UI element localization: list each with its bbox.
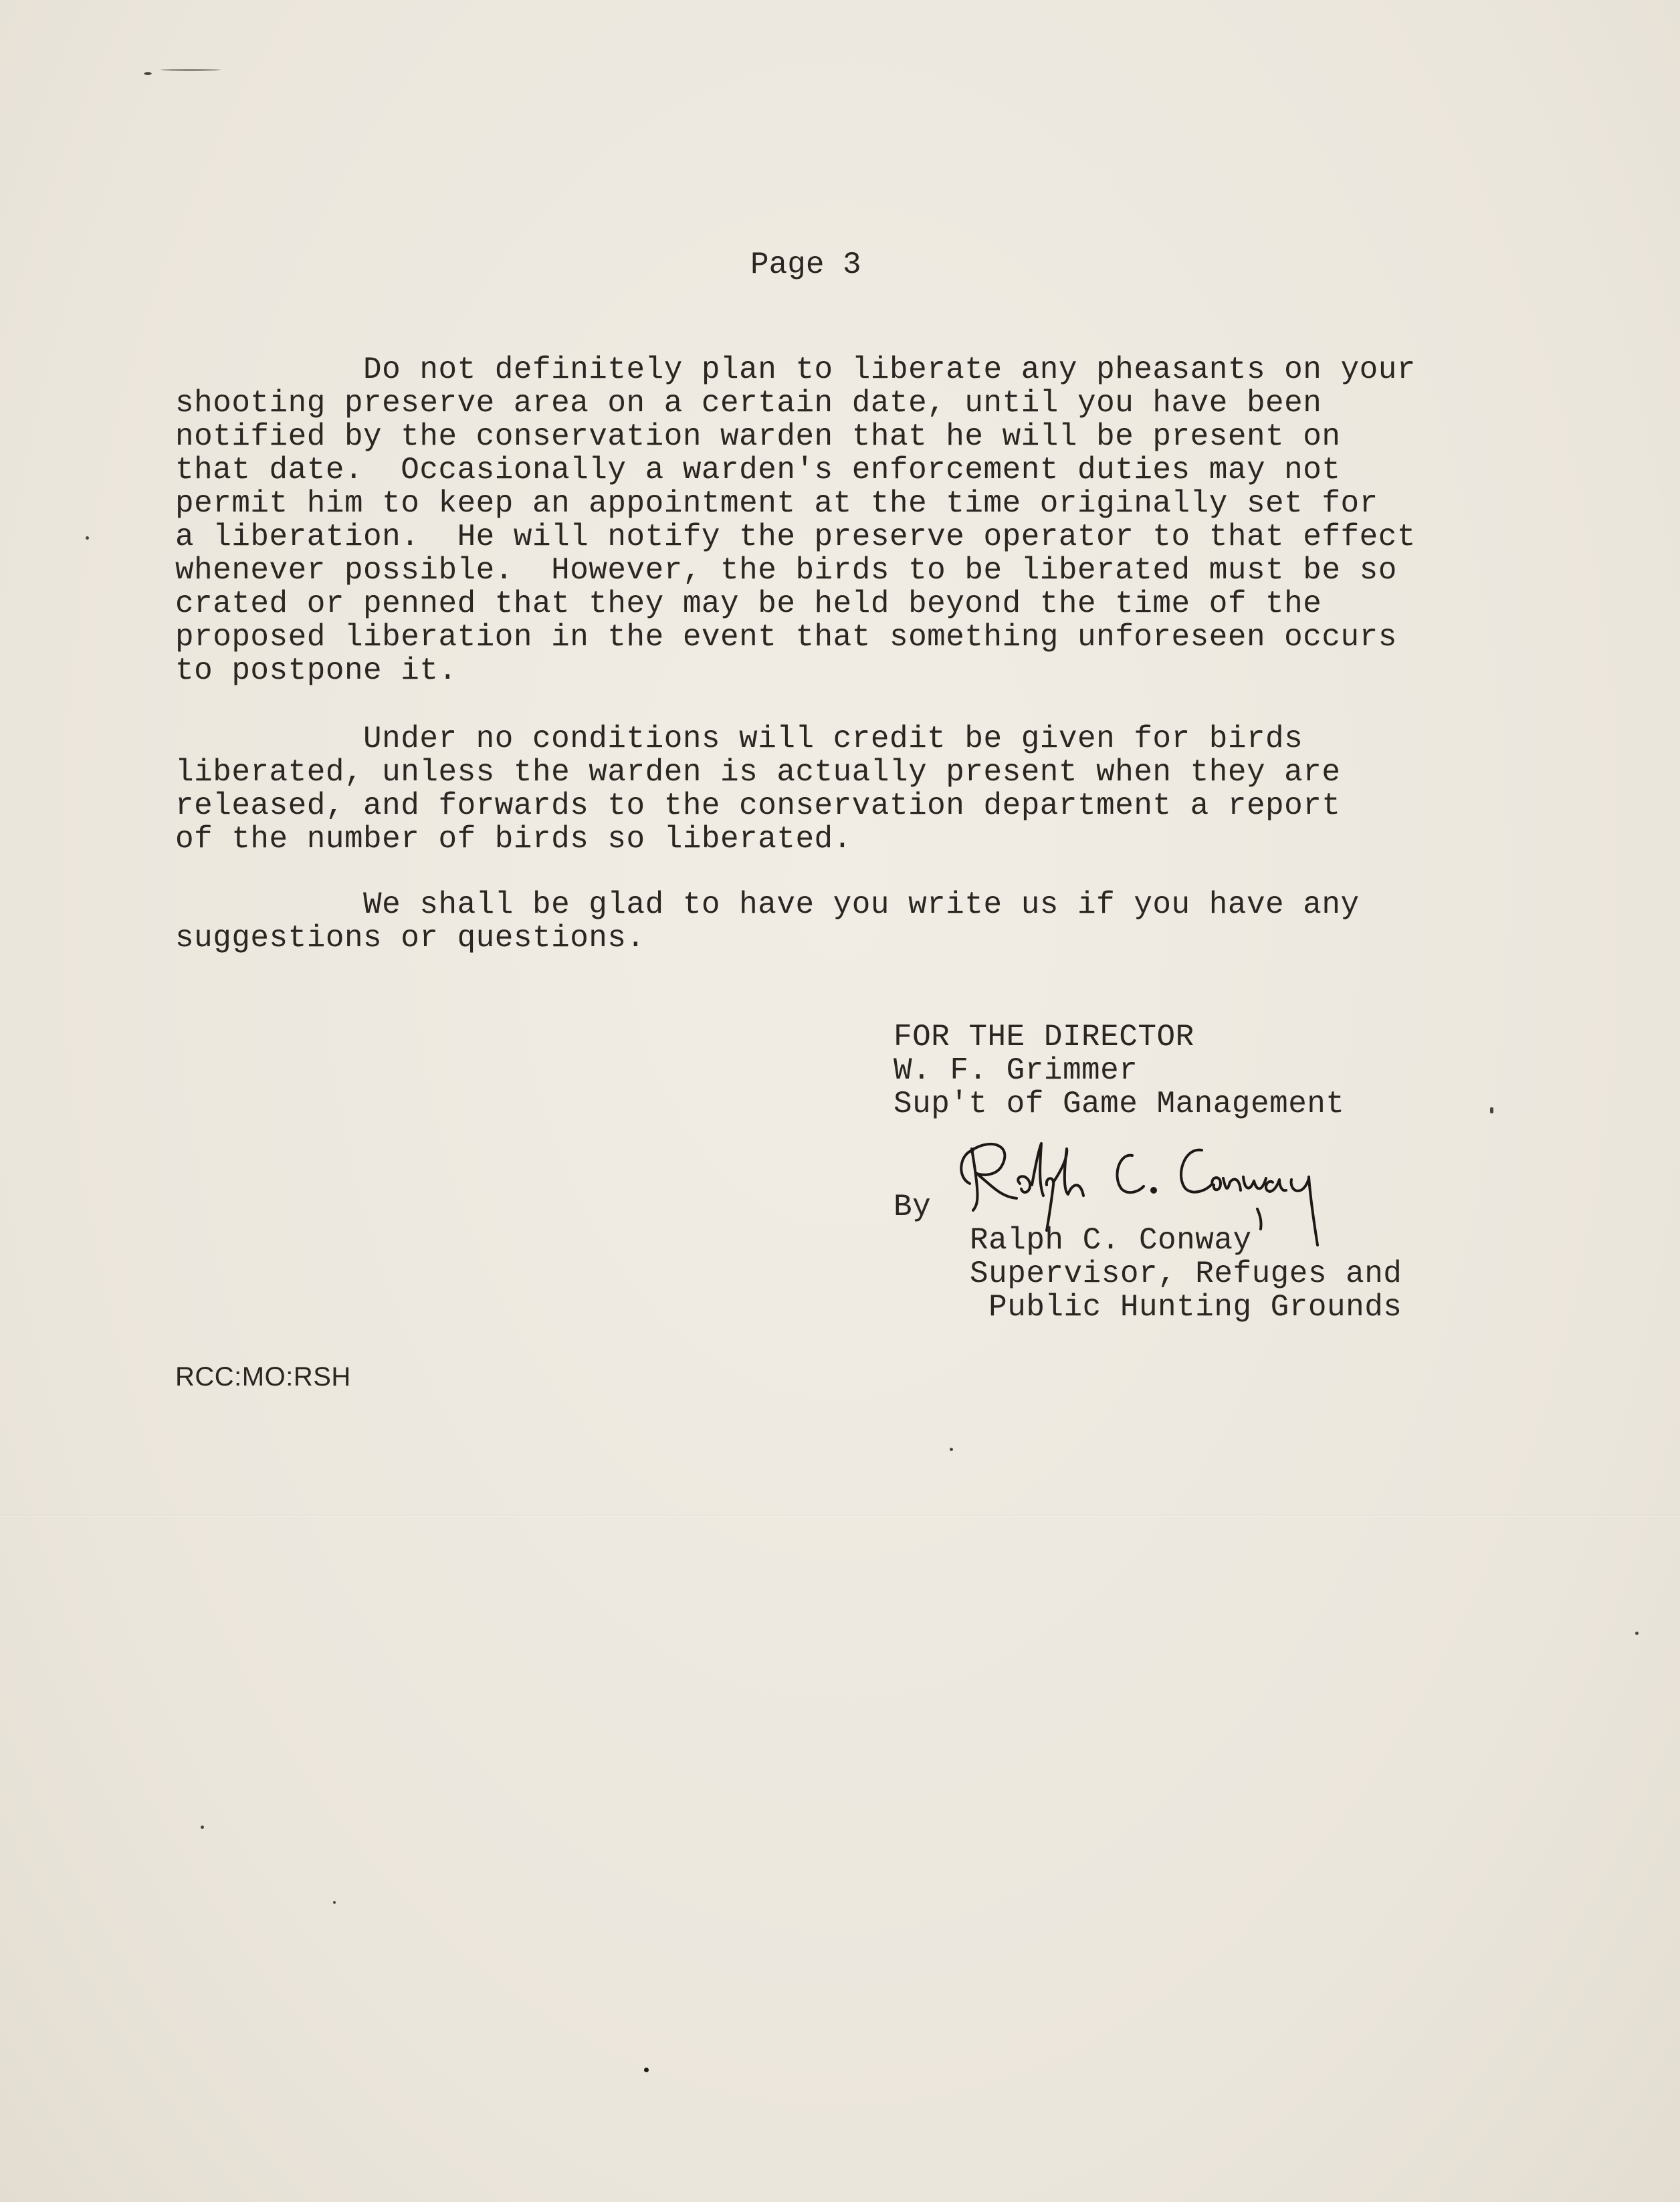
director-name: W. F. Grimmer (894, 1053, 1138, 1088)
paragraph-2-line: Under no conditions will credit be given for birds (175, 722, 1303, 756)
reference-initials: RCC:MO:RSH (175, 1362, 351, 1392)
signer-name: Ralph C. Conway (970, 1223, 1252, 1258)
by-label: By (894, 1190, 932, 1224)
paper-speck (950, 1448, 953, 1451)
paper-mark (161, 69, 221, 71)
paragraph-1-line: a liberation. He will notify the preserve operator to that effect (175, 520, 1416, 554)
paragraph-1-line: to postpone it. (175, 653, 457, 688)
paragraph-1-line: permit him to keep an appointment at the time originally set for (175, 486, 1378, 521)
paper-speck (1490, 1107, 1493, 1113)
paragraph-1-line: crated or penned that they may be held beyond the time of the (175, 586, 1322, 621)
paragraph-1-line: shooting preserve area on a certain date, until you have been (175, 386, 1322, 421)
paragraph-3-line: We shall be glad to have you write us if you have any (175, 887, 1360, 922)
paragraph-1-line: that date. Occasionally a warden's enforcement duties may not (175, 453, 1341, 487)
paragraph-1-line: Do not definitely plan to liberate any pheasants on your (175, 352, 1416, 387)
page-number: Page 3 (750, 247, 861, 282)
for-the-director: FOR THE DIRECTOR (894, 1020, 1194, 1055)
signer-title-line-1: Supervisor, Refuges and (970, 1256, 1402, 1291)
paper-speck (201, 1826, 204, 1829)
paragraph-3-line: suggestions or questions. (175, 921, 645, 956)
paper-speck (644, 2068, 649, 2072)
paper-mark (144, 72, 152, 75)
paragraph-1-line: whenever possible. However, the birds to be liberated must be so (175, 553, 1397, 588)
signer-title-line-2: Public Hunting Grounds (970, 1290, 1402, 1325)
paper-speck (1635, 1632, 1639, 1635)
paragraph-2-line: released, and forwards to the conservation department a report (175, 788, 1341, 823)
paragraph-2-line: of the number of birds so liberated. (175, 822, 852, 857)
paragraph-1-line: notified by the conservation warden that he will be present on (175, 419, 1341, 454)
paragraph-2-line: liberated, unless the warden is actually present when they are (175, 755, 1341, 790)
paragraph-1-line: proposed liberation in the event that something unforeseen occurs (175, 620, 1397, 655)
director-title: Sup't of Game Management (894, 1087, 1345, 1121)
paper-speck (333, 1901, 336, 1904)
paper-fold (0, 1515, 1680, 1517)
paper-speck (86, 536, 89, 540)
